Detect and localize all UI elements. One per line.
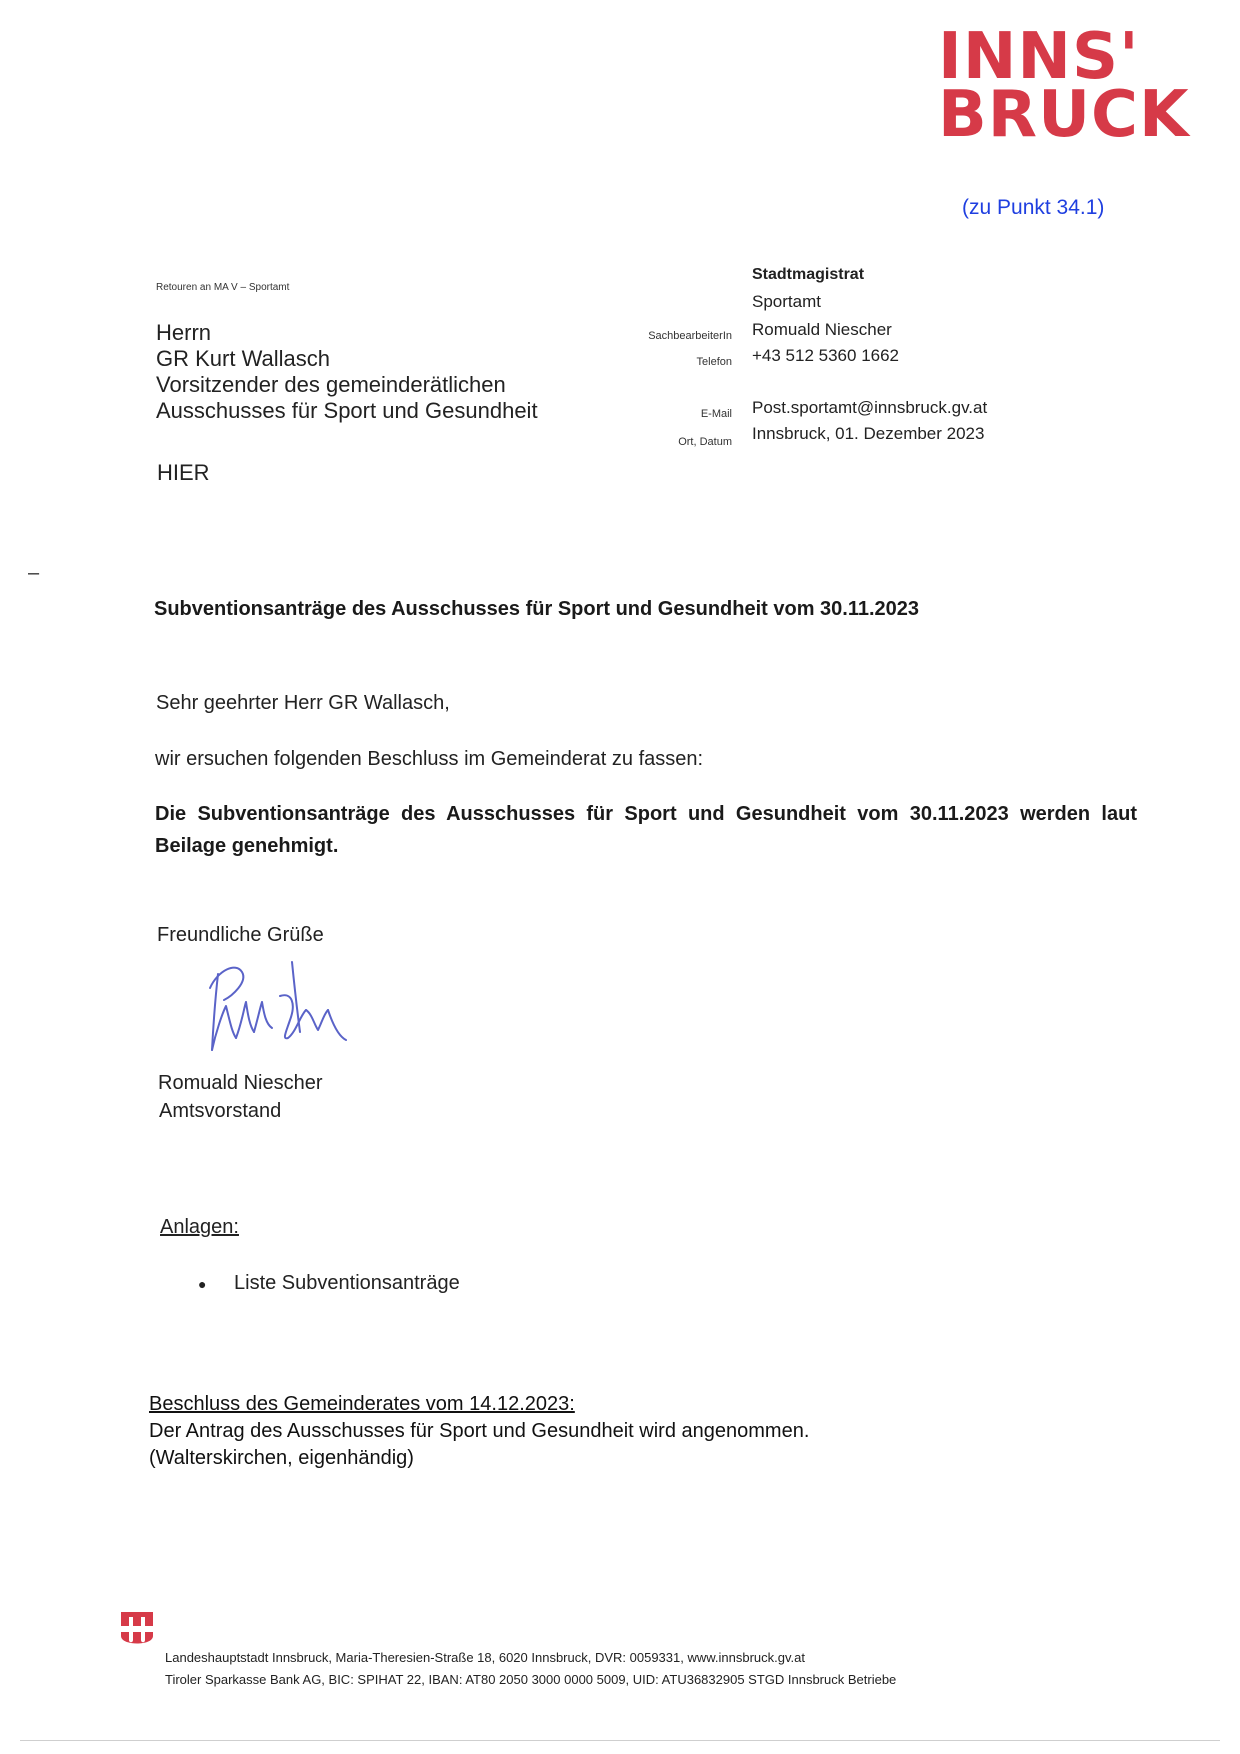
decision-heading: Beschluss des Gemeinderates vom 14.12.2023:	[149, 1393, 575, 1415]
letter-intro: wir ersuchen folgenden Beschluss im Gemeinderat zu fassen:	[155, 748, 704, 770]
attachment-item-label: Liste Subventionsanträge	[234, 1272, 460, 1294]
recipient-role: Vorsitzender des gemeinderätlichen	[156, 372, 506, 397]
innsbruck-logo	[938, 20, 1190, 152]
council-decision	[149, 1391, 809, 1472]
signer-title: Amtsvorstand	[159, 1100, 282, 1122]
decision-note: (Walterskirchen, eigenhändig)	[149, 1447, 414, 1469]
closing-greeting: Freundliche Grüße	[157, 924, 324, 946]
footer-address: Landeshauptstadt Innsbruck, Maria-Theresien-Straße 18, 6020 Innsbruck, DVR: 0059331, www.innsbruck.gv.at	[165, 1650, 805, 1665]
sender-org: Stadtmagistrat	[752, 266, 865, 283]
letter-subject: Subventionsanträge des Ausschusses für Sport und Gesundheit vom 30.11.2023	[154, 598, 920, 620]
date-label: Ort, Datum	[678, 436, 732, 448]
decision-text: Der Antrag des Ausschusses für Sport und Gesundheit wird angenommen.	[149, 1420, 810, 1442]
attachments-label: Anlagen:	[160, 1216, 239, 1238]
margin-mark: –	[28, 562, 40, 584]
email-label: E-Mail	[700, 408, 732, 420]
phone-value: +43 512 5360 1662	[752, 346, 900, 365]
letter-salutation: Sehr geehrter Herr GR Wallasch,	[156, 692, 450, 714]
city-emblem-icon	[120, 1610, 154, 1655]
attachment-item	[198, 1272, 460, 1295]
recipient-name: GR Kurt Wallasch	[156, 346, 331, 371]
email-value: Post.sportamt@innsbruck.gv.at	[752, 398, 988, 417]
date-value: Innsbruck, 01. Dezember 2023	[752, 424, 985, 443]
logo-line-2: BRUCK	[938, 78, 1190, 152]
handwritten-signature	[196, 952, 366, 1067]
recipient-committee: Ausschusses für Sport und Gesundheit	[156, 398, 538, 423]
signer-name: Romuald Niescher	[158, 1072, 323, 1094]
resolution-text: Die Subventionsanträge des Ausschusses für Sport und Gesundheit vom 30.11.2023 werden laut Beilage genehmigt.	[155, 803, 1137, 857]
sender-department: Sportamt	[752, 292, 821, 311]
bullet-icon: ●	[198, 1275, 207, 1292]
return-address: Retouren an MA V – Sportamt	[156, 282, 290, 293]
recipient-location: HIER	[157, 460, 210, 485]
recipient-address	[156, 320, 538, 424]
clerk-label: SachbearbeiterIn	[648, 330, 732, 342]
clerk-value: Romuald Niescher	[752, 320, 892, 339]
recipient-salutation-line: Herrn	[156, 320, 212, 345]
phone-label: Telefon	[696, 356, 732, 368]
logo-line-1: INNS'	[938, 20, 1140, 94]
reference-note: (zu Punkt 34.1)	[962, 196, 1105, 219]
footer-bank: Tiroler Sparkasse Bank AG, BIC: SPIHAT 22, IBAN: AT80 2050 3000 0000 5009, UID: ATU36832905 STGD Innsbruck Betriebe	[165, 1672, 897, 1687]
signature-icon	[196, 952, 366, 1062]
bottom-divider	[20, 1740, 1220, 1741]
